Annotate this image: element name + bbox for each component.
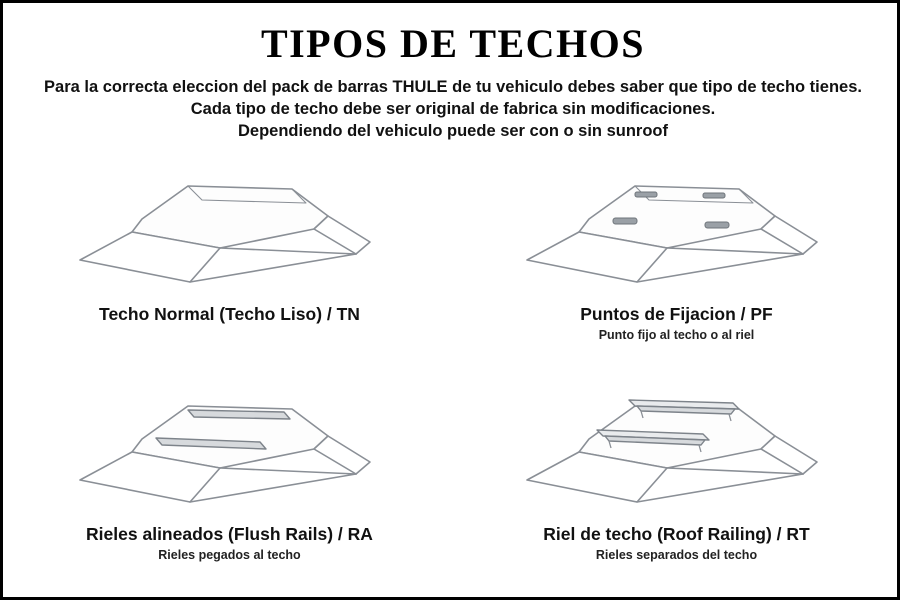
roof-type-note-ra: Rieles pegados al techo — [158, 548, 301, 562]
roof-type-caption-rt: Riel de techo (Roof Railing) / RT — [543, 524, 810, 544]
intro-line-2: Cada tipo de techo debe ser original de fabrica sin modificaciones. — [190, 100, 716, 118]
roof-illustration-ra — [70, 376, 390, 526]
roof-type-card-rt — [453, 376, 900, 596]
roof-illustration-pf — [517, 156, 837, 306]
roof-type-caption-ra: Rieles alineados (Flush Rails) / RA — [86, 524, 373, 544]
roof-illustration-tn — [70, 156, 390, 306]
roof-type-note-rt: Rieles separados del techo — [595, 548, 758, 562]
roof-type-grid — [6, 156, 900, 596]
roof-illustration-rt — [517, 376, 837, 526]
roof-type-card-pf — [453, 156, 900, 376]
roof-type-caption-pf: Puntos de Fijacion / PF — [580, 304, 773, 324]
intro-line-1: Para la correcta eleccion del pack de barras THULE de tu vehiculo debes saber que tipo de techo tienes. — [44, 78, 862, 96]
intro-line-3: Dependiendo del vehiculo puede ser con o sin sunroof — [238, 122, 668, 140]
roof-type-card-ra — [6, 376, 453, 596]
roof-type-card-tn — [6, 156, 453, 376]
page-title: TIPOS DE TECHOS — [260, 21, 646, 66]
roof-type-caption-tn: Techo Normal (Techo Liso) / TN — [99, 304, 360, 324]
roof-type-note-pf: Punto fijo al techo o al riel — [598, 328, 755, 342]
poster-content — [6, 6, 900, 600]
